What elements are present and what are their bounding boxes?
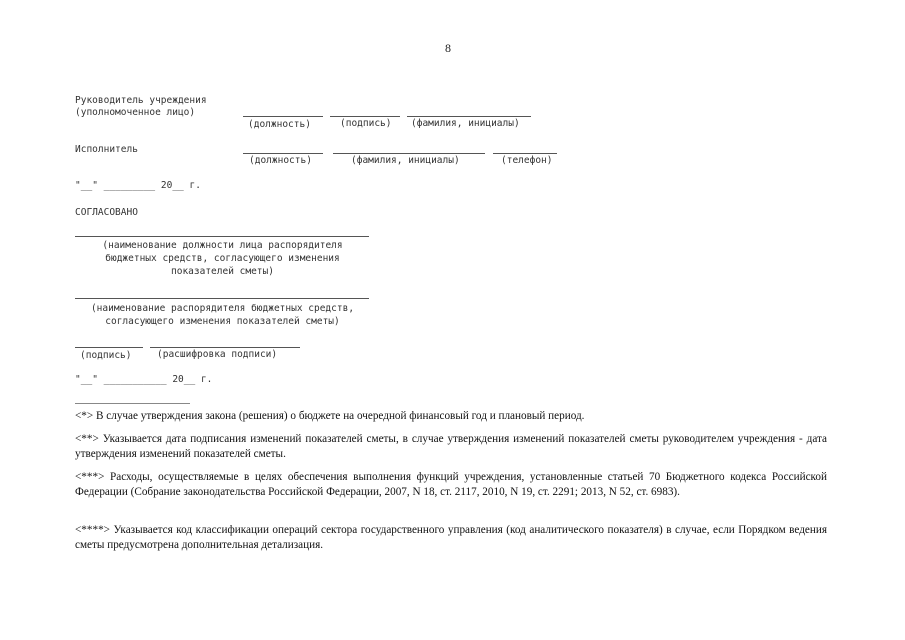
agreed-official-caption <box>75 239 370 278</box>
head-name-line <box>407 116 531 117</box>
footnote-1: <*> В случае утверждения закона (решения) о бюджете на очередной финансовый год и плановый период. <box>75 410 585 422</box>
page-number: 8 <box>445 41 451 55</box>
agreed-org-caption-line2: согласующего изменения показателей сметы) <box>105 316 340 327</box>
date1-line <box>75 180 201 191</box>
date1-quote-open: " <box>75 180 81 191</box>
date1-quote-close: " <box>92 180 98 191</box>
agreed-signature-decode-line <box>150 347 300 348</box>
date1-day-blank: __ <box>80 180 93 191</box>
head-signature-caption: (подпись) <box>340 118 392 129</box>
agreed-org-caption <box>75 302 370 328</box>
agreed-signature-caption: (подпись) <box>80 350 132 361</box>
agreed-signature-decode-caption: (расшифровка подписи) <box>157 349 278 360</box>
date2-quote-open: " <box>75 374 81 385</box>
date2-quote-close: " <box>92 374 98 385</box>
agreed-official-line <box>75 236 369 237</box>
agreed-official-caption-line1: (наименование должности лица распорядителя <box>102 240 343 251</box>
date2-g: г. <box>200 374 213 385</box>
executor-name-caption: (фамилия, инициалы) <box>351 155 460 166</box>
date2-line <box>75 374 212 385</box>
agreed-title: СОГЛАСОВАНО <box>75 207 138 218</box>
agreed-org-caption-line1: (наименование распорядителя бюджетных средств, <box>90 303 355 314</box>
executor-phone-caption: (телефон) <box>501 155 553 166</box>
agreed-official-caption-line2: бюджетных средств, согласующего изменения <box>105 253 340 264</box>
head-name-caption: (фамилия, инициалы) <box>411 118 520 129</box>
footnote-4: <****> Указывается код классификации операций сектора государственного управления (код аналитического показателя) в случае, если Порядком ведения сметы предусмотрена дополнительная детализация. <box>75 524 827 551</box>
head-label-line1: Руководитель учреждения <box>75 95 207 106</box>
head-position-line <box>243 116 323 117</box>
footnote-2: <**> Указывается дата подписания изменений показателей сметы, в случае утверждения изменений показателей сметы руководителем учреждения - дата утверждения изменений показателей сметы. <box>75 433 827 460</box>
agreed-org-line <box>75 298 369 299</box>
date2-day-blank: __ <box>80 374 93 385</box>
date1-year: 20__ <box>160 180 184 191</box>
executor-position-caption: (должность) <box>249 155 312 166</box>
executor-name-line <box>333 153 485 154</box>
head-signature-line <box>330 116 400 117</box>
head-label-line2: (уполномоченное лицо) <box>75 107 196 118</box>
date2-year: 20__ <box>172 374 196 385</box>
executor-label: Исполнитель <box>75 144 138 155</box>
agreed-official-caption-line3: показателей сметы) <box>171 266 274 277</box>
head-position-caption: (должность) <box>248 119 311 130</box>
date1-month-blank: _________ <box>103 180 156 191</box>
footnote-3: <***> Расходы, осуществляемые в целях обеспечения выполнения функций учреждения, установленные статьей 70 Бюджетного кодекса Российской Федерации (Собрание законодательства Российской Федерации, 2007, N 18, ст. 2117, 2010, N 19, ст. 2291; 2013, N 52, ст. 6983). <box>75 471 827 498</box>
executor-phone-line <box>493 153 557 154</box>
footnote-separator <box>75 403 190 404</box>
date1-g: г. <box>189 180 201 191</box>
agreed-signature-line <box>75 347 143 348</box>
executor-position-line <box>243 153 323 154</box>
date2-month-blank: ___________ <box>103 374 167 385</box>
